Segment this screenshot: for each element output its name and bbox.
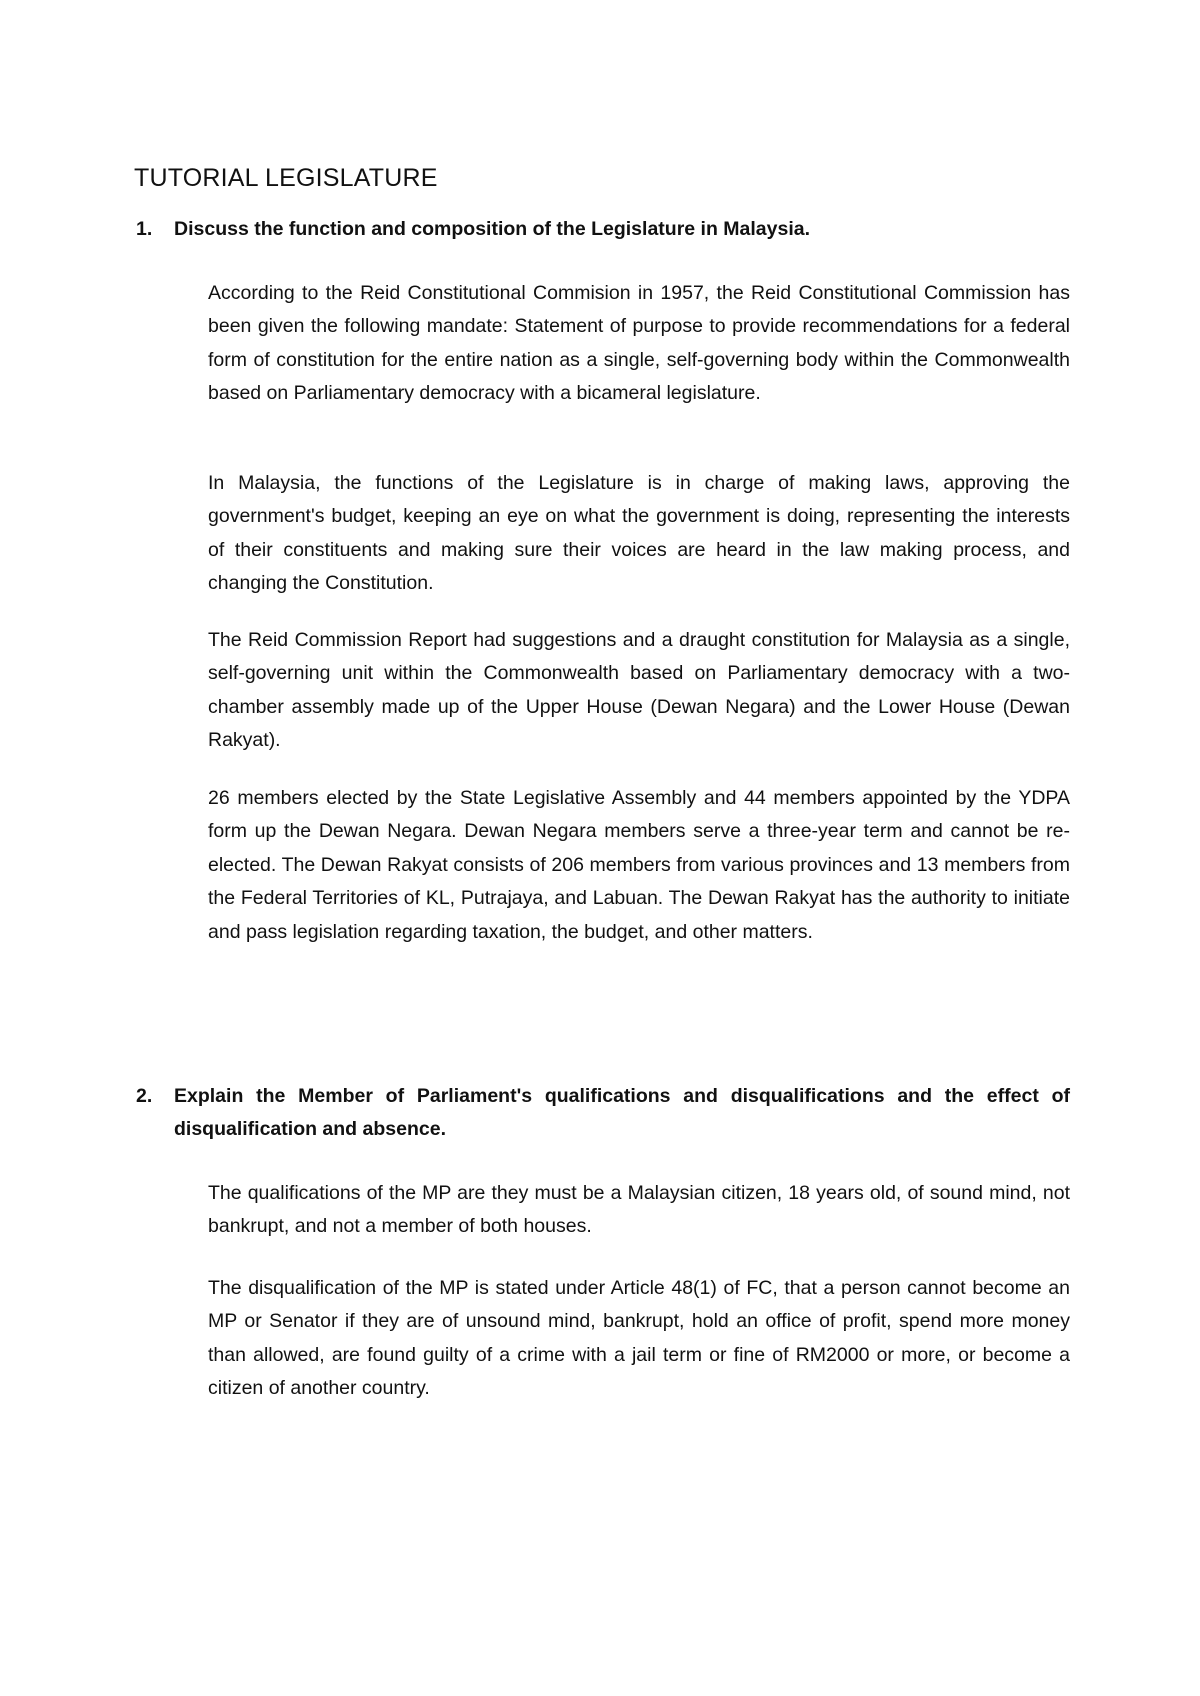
question-2-number: 2. (136, 1085, 153, 1107)
paragraph-reid-commission-mandate: According to the Reid Constitutional Commision in 1957, the Reid Constitutional Commission has been given the following mandate: Statement of purpose to provide recommendations for a federal form of constitution for the entire nation as a single, self-governing body within the Commonwealth based on Parliamentary democracy with a bicameral legislature. (208, 282, 1070, 405)
question-1-heading (136, 213, 1070, 246)
paragraph-composition: 26 members elected by the State Legislative Assembly and 44 members appointed by the YDPA form up the Dewan Negara. Dewan Negara members serve a three-year term and cannot be re-elected. The Dewan Rakyat consists of 206 members from various provinces and 13 members from the Federal Territories of KL, Putrajaya, and Labuan. The Dewan Rakyat has the authority to initiate and pass legislation regarding taxation, the budget, and other matters. (208, 787, 1070, 943)
question-2-heading (136, 1080, 1070, 1146)
question-1-number: 1. (136, 218, 153, 240)
paragraph-disqualifications: The disqualification of the MP is stated under Article 48(1) of FC, that a person cannot become an MP or Senator if they are of unsound mind, bankrupt, hold an office of profit, spend more money than allowed, are found guilty of a crime with a jail term or fine of RM2000 or more, or become a citizen of another country. (208, 1277, 1070, 1400)
question-2-text: Explain the Member of Parliament's qualifications and disqualifications and the effect of disqualification and absence. (174, 1085, 1070, 1140)
paragraph-qualifications: The qualifications of the MP are they must be a Malaysian citizen, 18 years old, of sound mind, not bankrupt, and not a member of both houses. (208, 1182, 1070, 1238)
paragraph-legislature-functions: In Malaysia, the functions of the Legislature is in charge of making laws, approving the government's budget, keeping an eye on what the government is doing, representing the interests of their constituents and making sure their voices are heard in the law making process, and changing the Constitution. (208, 472, 1070, 595)
question-1-text: Discuss the function and composition of the Legislature in Malaysia. (174, 218, 811, 240)
document-title: TUTORIAL LEGISLATURE (134, 164, 438, 192)
paragraph-reid-report: The Reid Commission Report had suggestions and a draught constitution for Malaysia as a single, self-governing unit within the Commonwealth based on Parliamentary democracy with a two-chamber assembly made up of the Upper House (Dewan Negara) and the Lower House (Dewan Rakyat). (208, 629, 1070, 752)
